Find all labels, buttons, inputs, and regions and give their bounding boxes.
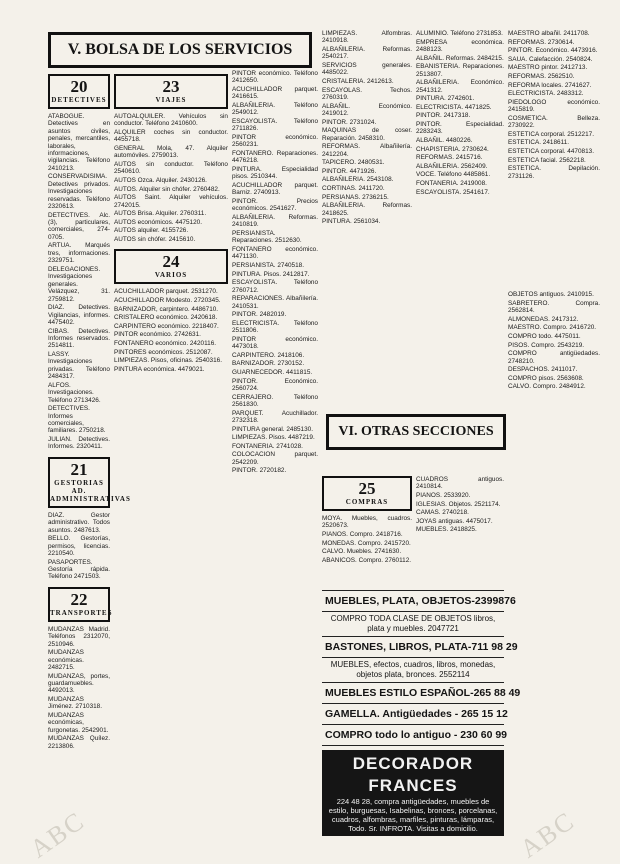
classified-ad: PINTOR. Precios económicos. 2541627.: [232, 198, 318, 213]
classified-ad: DIAZ. Gestor administrativo. Todos asuntos. 2487613.: [48, 511, 110, 534]
decorador-title: DECORADOR FRANCES: [352, 754, 474, 795]
classified-ad: AUTOS sin chófer. 2415610.: [114, 235, 196, 243]
section-number: 25: [358, 479, 376, 498]
classified-ad: CUADROS antiguos. 2410814.: [416, 476, 504, 491]
classified-ad: PINTORES económicos. 2512087.: [114, 348, 213, 356]
classified-ad: ALBAÑIL. 4480226.: [416, 136, 473, 144]
classified-ad: ALBAÑILERIA. Económico. 2541312.: [416, 79, 504, 94]
classified-ad: SAUA. Calefacción. 2540824.: [508, 55, 593, 63]
classified-ad: AUTOS económicos. 4475120.: [114, 218, 202, 226]
classified-ad: ALBAÑIL. Reformas. 2484215.: [416, 54, 504, 62]
classified-ad: ABANICOS. Compro. 2760112.: [322, 556, 412, 564]
section-viajes: [114, 74, 228, 109]
classified-ad: PINTOR. Especialidad. 2283243.: [416, 120, 504, 136]
classified-ad: FONTANERO. Reparaciones. 4476218.: [232, 150, 318, 165]
abc-watermark: ABC: [24, 805, 91, 864]
classified-ad: PINTURA. 2742601.: [416, 95, 475, 103]
classified-ad: CHAPISTERIA. 2730624.: [416, 145, 489, 153]
ad-compro-todo: COMPRO todo lo antiguo - 230 60 99: [322, 724, 504, 746]
section-name: TRANSPORTES: [50, 608, 113, 617]
classified-ad: PINTOR. 2731024.: [322, 118, 377, 126]
classified-ad: ALBAÑILERIA. Reformas. 2540217.: [322, 46, 412, 61]
ad-gamella: GAMELLA. Antigüedades - 265 15 12: [322, 703, 504, 724]
classified-ad: PINTOR económico. 2560231.: [232, 134, 318, 149]
classified-ad: BARNIZADOR. 2730152.: [232, 360, 305, 368]
classified-ad: PINTOR económico. 4473018.: [232, 335, 318, 351]
classified-ad: PINTOR. Económico. 4473916.: [508, 47, 598, 55]
classified-ad: AUTOS Brisa. Alquiler. 2760311.: [114, 210, 207, 218]
classified-ad: ARTUA. Marqués tres, informaciones. 2329751.: [48, 242, 110, 265]
classified-ad: CALVO. Compro. 2484912.: [508, 383, 586, 391]
classified-ad: CERRAJERO. Teléfono 2561830.: [232, 393, 318, 408]
classified-ad: AUTOALQUILER. Vehículos sin conductor. Teléfono 2410600.: [114, 113, 228, 128]
classified-ad: TAPICERO. 2480531.: [322, 159, 385, 167]
abc-watermark: ABC: [514, 805, 581, 864]
classified-ad: ESTETICA corporal. 2512217.: [508, 130, 594, 138]
section-name: VARIOS: [154, 271, 188, 280]
classified-ad: PINTURA. Pisos. 2412817.: [232, 270, 310, 278]
classified-ad: MUDANZAS económicas. 2482715.: [48, 649, 84, 671]
classified-ad: JULIAN. Detectives. Informes. 2320411.: [48, 435, 110, 451]
section-number: 23: [162, 77, 180, 96]
classified-ad: CARPINTERO económico. 2218407.: [114, 322, 219, 330]
section-varios: [114, 249, 228, 284]
classified-ad: MOYA. Muebles, cuadros. 2520673.: [322, 515, 412, 530]
classified-ad: ALUMINIO. Teléfono 2731853.: [416, 30, 503, 37]
classified-ad: EBANISTERIA. Reparaciones. 2513807.: [416, 63, 504, 78]
classified-ad: ALBAÑILERIA. 2562409.: [416, 162, 488, 170]
classified-ad: AUTOS Saint. Alquiler vehículos. 2742015.: [114, 194, 228, 209]
classified-ad: FONTANERIA. 2419008.: [416, 179, 487, 187]
classified-ad: ACUCHILLADOR parquet. 2531270.: [114, 288, 218, 296]
column-1: [48, 68, 131, 848]
classified-ad: ESCAYOLISTA. Teléfono 2711826.: [232, 118, 318, 133]
classified-ad: ALBAÑILERIA. 2543108.: [322, 176, 394, 184]
classified-ad: REPARACIONES. Albañilería. 2410531.: [232, 295, 318, 310]
classified-ad: ESCAYOLAS. Techos. 2760319.: [322, 86, 412, 101]
section-number: 24: [162, 252, 180, 272]
classified-ad: PINTOR. 2417318.: [416, 112, 471, 120]
classified-ad: PINTOR. 2720182.: [232, 467, 287, 475]
classified-ad: LASSY. Investigaciones privadas. Teléfono 2484317.: [48, 350, 110, 381]
classified-ad: MUEBLES. 2418825.: [416, 526, 477, 534]
classified-ad: ATABOGUE. Detectives en asuntos civiles, penales, mercantiles, laborales, informaciones, vigilancias. Teléfono 2410213.: [48, 113, 110, 172]
classified-ad: MONEDAS. Compro. 2415720.: [322, 539, 411, 547]
classified-ad: REFORMAS. 2730614.: [508, 38, 575, 46]
classified-ad: ESCAYOLISTA. Teléfono 2760712.: [232, 279, 318, 294]
classified-ad: ACUCHILLADOR parquet. 2416615.: [232, 86, 318, 101]
classified-ad: ESTETICA corporal. 4470813.: [508, 147, 594, 155]
classified-ad: ELECTRICISTA. 4471825.: [416, 103, 492, 111]
classified-ad: COSMETICA. Belleza. 2730922.: [508, 114, 600, 130]
classified-ad: CORTINAS. 2411720.: [322, 184, 385, 192]
section-name: VIAJES: [155, 96, 187, 104]
classified-ad: FONTANERO económico. 2420116.: [114, 339, 217, 347]
classified-ad: GUARNECEDOR. 4411815.: [232, 368, 313, 376]
classified-ad: ACUCHILLADOR Modesto. 2720345.: [114, 296, 221, 304]
classified-ad: CRISTALERIA. 2412613.: [322, 78, 394, 85]
classified-ad: CONSERVADISIMA. Detectives privados. Investigaciones reservadas. Teléfono 2320613.: [48, 173, 110, 211]
column-5: [416, 30, 504, 410]
section-gestorias: [48, 457, 131, 508]
classified-ad: ALBAÑILERIA. Reformas. 2410819.: [232, 214, 318, 229]
classified-ad: BARNIZADOR, carpintero. 4486710.: [114, 305, 219, 313]
ad-decorador-frances: [322, 750, 504, 836]
classified-ad: LIMPIEZAS. Pisos, oficinas. 2540316.: [114, 357, 222, 365]
classified-ad: ESTETICA facial. 2562218.: [508, 156, 586, 164]
section-number: 21: [70, 459, 88, 479]
section-name: COMPRAS: [345, 498, 389, 506]
classified-ad: DETECTIVES. Informes comerciales, familiares. 2750218.: [48, 405, 106, 435]
classified-ad: LIMPIEZAS. Alfombras. 2410918.: [322, 30, 412, 45]
column-2: [114, 68, 228, 848]
classified-ad: CRISTALERO económico. 2420618.: [114, 314, 218, 322]
classified-ad: PASAPORTES. Gestoría rápida. Teléfono 2471503.: [48, 558, 110, 581]
classified-ad: MUDANZAS, portes, guardamuebles. 4492013.: [48, 672, 110, 695]
ad-muebles-plata: MUEBLES, PLATA, OBJETOS-2399876: [322, 590, 504, 611]
classified-ad: CALVO. Muebles. 2741630.: [322, 548, 402, 556]
classified-ad: SABRETERO. Compra. 2562814.: [508, 299, 600, 315]
classified-ad: PINTURA. Especialidad pisos. 2510344.: [232, 166, 318, 181]
classified-ad: MUDANZAS económicas, furgonetas. 2542901.: [48, 712, 109, 734]
classified-ad: PINTOR económico. Teléfono 2412650.: [232, 70, 318, 85]
classified-ad: PINTOR. Económico. 2560724.: [232, 377, 318, 392]
classified-ad: MAQUINAS de coser. Reparación. 2458310.: [322, 127, 412, 142]
ad-muebles-efectos: MUEBLES, efectos, cuadros, libros, monedas, objetos plata, bronces. 2552114: [322, 657, 504, 682]
classified-ad: PINTURA. 2561034.: [322, 218, 381, 226]
classified-ad: ALMONEDAS. 2417312.: [508, 315, 579, 323]
classified-ad: ALBAÑILERIA. Reformas. 2418625.: [322, 202, 412, 217]
classified-ad: OBJETOS antiguos. 2410915.: [508, 291, 594, 299]
classified-ad: AUTOS sin conductor. Teléfono 2540610.: [114, 161, 228, 176]
classified-ad: MUDANZAS Madrid. Teléfonos 2312070, 2510946.: [48, 625, 110, 648]
column-6: [508, 30, 600, 848]
classified-ad: DESPACHOS. 2411017.: [508, 366, 578, 374]
ad-bastones-libros: BASTONES, LIBROS, PLATA-711 98 29: [322, 636, 504, 657]
classified-ad: ACUCHILLADOR parquet. Barniz. 2740913.: [232, 182, 318, 197]
classified-ad: EMPRESA económica. 2488123.: [416, 38, 504, 53]
column-4: [322, 30, 412, 410]
classified-ad: REFORMAS. 2562510.: [508, 72, 575, 80]
section-compras: [322, 476, 412, 511]
classified-ad: PINTURA económica. 4479021.: [114, 365, 205, 373]
display-ads-block: [322, 590, 521, 840]
classified-ad: REFORMA locales. 2741627.: [508, 81, 592, 89]
classified-ad: DELEGACIONES. Investigaciones generales. Velázquez, 31. 2759812.: [48, 265, 110, 303]
classified-ad: REFORMAS. Albañilería. 2412204.: [322, 143, 412, 158]
column-spacer: [508, 181, 600, 291]
classified-ad: DETECTIVES. Alc. (3), particulares, comerciales, 274-0705.: [48, 211, 110, 241]
classified-ad: ALBAÑIL. Económico. 2419012.: [322, 102, 412, 117]
classified-ad: CAMAS. 2740218.: [416, 509, 469, 517]
heading-otras-secciones: VI. OTRAS SECCIONES: [326, 414, 506, 450]
classified-ad: MUDANZAS Quílez. 2213806.: [48, 735, 110, 750]
classified-ad: MUDANZAS Jiménez. 2710318.: [48, 696, 103, 711]
classified-ad: PINTOR. 4471926.: [322, 167, 377, 175]
classified-ad: MAESTRO. Compro. 2416720.: [508, 324, 597, 332]
classified-ad: CARPINTERO. 2418106.: [232, 351, 305, 359]
classified-ad: COMPRO antigüedades. 2748210.: [508, 350, 600, 365]
column-3: [232, 70, 318, 848]
transportes-list: [48, 626, 110, 750]
section-name: DETECTIVES: [51, 96, 107, 104]
classified-ad: ESTETICA. 2418611.: [508, 139, 569, 147]
classified-ad: FONTANERO económico. 4471130.: [232, 246, 318, 261]
classified-ad: DIAZ. Detectives. Vigilancias, informes. 4475402.: [48, 304, 110, 326]
classified-ad: ELECTRICISTA. 2483312.: [508, 90, 584, 98]
heading-bolsa-servicios: V. BOLSA DE LOS SERVICIOS: [48, 32, 312, 68]
classified-ad: GENERAL Mola, 47. Alquiler automóviles. 2759013.: [114, 145, 228, 160]
classified-ad: FONTANERIA. 2741028.: [232, 442, 303, 450]
decorador-body: 224 48 28, compra antigüedades, muebles de estilo, burguesas, Isabelinas, bronces, porcelanas, cuadros, alfombras, marfiles, pinturas, lámparas, Todo. Sr. INFROTA. Visitas a domicilio.: [328, 797, 498, 833]
classified-ad: IGLESIAS. Objetos. 2521174.: [416, 500, 501, 508]
classified-ad: PERSIANISTA. Reparaciones. 2512630.: [232, 230, 302, 245]
section-name: GESTORIAS AD. ADMINISTRATIVAS: [50, 478, 131, 503]
classified-ad: PINTOR. 2482019.: [232, 311, 287, 319]
classified-ad: REFORMAS. 2415716.: [416, 154, 483, 162]
classified-ad: ELECTRICISTA. Teléfono 2511806.: [232, 319, 318, 335]
classified-ad: BELLO. Gestorías, permisos, licencias. 2210540.: [48, 535, 110, 557]
classified-ad: CIBAS. Detectives. Informes reservados. 2514811.: [48, 327, 110, 350]
classified-ad: AUTOS alquiler. 4155726.: [114, 227, 189, 235]
section-transportes: [48, 587, 113, 622]
ad-compro-toda-clase: COMPRO TODA CLASE DE OBJETOS libros, plata y muebles. 2047721: [322, 611, 504, 636]
classified-ad: ALFOS. Investigaciones. Teléfono 2713426.: [48, 381, 101, 404]
classified-ad: ESTETICA. Depilación. 2731126.: [508, 165, 600, 180]
viajes-list: [114, 113, 228, 243]
classified-ad: VOCE. Teléfono 4485861.: [416, 171, 491, 179]
classified-ad: JOYAS antiguas. 4475017.: [416, 517, 493, 525]
classified-ad: AUTOS Ozca. Alquiler. 2430126.: [114, 177, 207, 184]
varios-list: [114, 288, 228, 373]
classified-ad: PIANOS. 2533920.: [416, 492, 471, 499]
classified-ad: PIANOS. Compro. 2418716.: [322, 531, 403, 538]
compras-right-column: [416, 476, 504, 586]
section-number: 22: [70, 589, 88, 609]
classified-ad: LIMPIEZAS. Pisos. 4487219.: [232, 434, 315, 442]
gestorias-list: [48, 512, 110, 581]
classified-ad: PERSIANISTA. 2740518.: [232, 262, 304, 269]
classified-ad: PERSIANAS. 2736215.: [322, 193, 389, 201]
classified-ad: ESCAYOLISTA. 2541617.: [416, 188, 490, 196]
classified-ad: COLOCACION parquet. 2542209.: [232, 451, 318, 466]
ad-muebles-estilo: MUEBLES ESTILO ESPAÑOL-265 88 49: [322, 682, 504, 703]
classified-ad: SERVICIOS generales. 4485022.: [322, 62, 412, 77]
classified-ad: PINTURA general. 2485130.: [232, 425, 313, 433]
classified-ad: PARQUET. Acuchillador. 2732318.: [232, 409, 318, 424]
section-detectives: [48, 74, 110, 109]
classified-ad: PISOS. Compro. 2543219.: [508, 341, 585, 349]
compras-left-column: [322, 476, 412, 586]
classified-ad: MAESTRO albañil. 2411708.: [508, 30, 590, 37]
classified-ad: AUTOS. Alquiler sin chófer. 2760482.: [114, 185, 220, 193]
classified-ad: ALQUILER coches sin conductor. 4455718.: [114, 129, 228, 144]
classified-ad: MAESTRO pintor. 2412713.: [508, 64, 588, 72]
classified-ad: PINTOR económico. 2742631.: [114, 331, 201, 339]
classified-ad: COMPRO pisos. 2563608.: [508, 374, 584, 382]
detectives-list: [48, 113, 110, 451]
classified-ad: COMPRO todo. 4475011.: [508, 332, 581, 340]
classified-ad: ALBAÑILERIA. Teléfono 2549012.: [232, 102, 318, 117]
section-number: 20: [70, 77, 88, 96]
classified-ad: PIEDOLOGO económico. 2415819.: [508, 98, 600, 114]
